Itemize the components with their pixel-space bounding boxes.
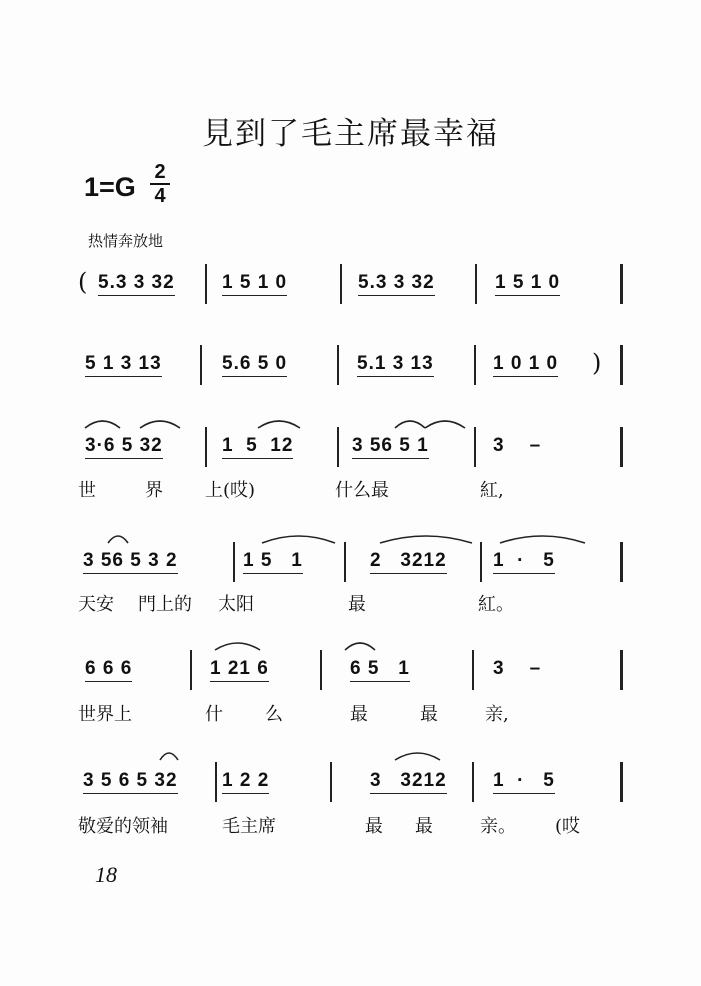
lyric: 毛主席	[222, 816, 276, 837]
page-number: 18	[95, 862, 117, 887]
measure-notes: 5 1 3 13	[85, 353, 162, 377]
slur	[160, 753, 178, 760]
lyric: 敬爱的领袖	[78, 816, 168, 837]
lyric: 上(哎)	[205, 480, 256, 501]
measure-notes: 3 3212	[370, 770, 447, 794]
slur	[395, 421, 425, 428]
lyric: 亲。	[480, 816, 516, 837]
measure-notes: 1 2 2	[222, 770, 269, 794]
lyric: (哎	[555, 816, 581, 837]
slur	[500, 536, 585, 543]
slur	[262, 536, 335, 543]
lyric: 亲,	[485, 704, 509, 725]
lyric: 紅,	[480, 480, 504, 501]
measure-notes: 3 56 5 1	[352, 435, 429, 459]
open-parenthesis: (	[78, 268, 88, 296]
slur	[345, 643, 375, 650]
lyric: 天安	[78, 594, 114, 615]
slur	[215, 643, 260, 650]
lyric: 太阳	[218, 594, 254, 615]
lyric: 么	[265, 704, 283, 725]
lyric: 最	[348, 594, 366, 615]
measure-notes: 1 5 1 0	[495, 272, 560, 296]
measure-notes: 5.1 3 13	[357, 353, 434, 377]
slur	[380, 536, 472, 543]
measure-notes: 1 21 6	[210, 658, 269, 682]
slur	[140, 421, 180, 428]
tempo-marking: 热情奔放地	[88, 232, 164, 250]
measure-notes: 3 5 6 5 32	[83, 770, 178, 794]
measure-notes: 1 · 5	[493, 550, 555, 574]
measure-notes: 1 5 1 0	[222, 272, 287, 296]
lyric: 什	[205, 704, 223, 725]
key-signature: 1=G	[84, 172, 136, 202]
lyric: 紅。	[478, 594, 514, 615]
measure-notes: 5.3 3 32	[98, 272, 175, 296]
lyric: 最	[415, 816, 433, 837]
lyric: 最	[350, 704, 368, 725]
measure-notes: 1 5 12	[222, 435, 293, 459]
slur	[108, 536, 128, 543]
lyric: 界	[145, 480, 163, 501]
slur	[425, 421, 465, 428]
slur	[258, 421, 300, 428]
slur	[395, 753, 440, 760]
measure-notes: 1 0 1 0	[493, 353, 558, 377]
lyric: 最	[420, 704, 438, 725]
measure-notes: 1 5 1	[243, 550, 303, 574]
measure-notes: 6 6 6	[85, 658, 132, 682]
lyric: 世界上	[78, 704, 132, 725]
close-parenthesis: )	[592, 349, 602, 377]
lyric: 世	[78, 480, 96, 501]
measure-notes: 5.6 5 0	[222, 353, 287, 377]
time-signature-top: 2	[154, 161, 166, 183]
measure-notes: 3·6 5 32	[85, 435, 163, 459]
lyric: 最	[365, 816, 383, 837]
lyric: 什么最	[335, 480, 389, 501]
measure-notes: 1 · 5	[493, 770, 555, 794]
time-signature-bottom: 4	[154, 185, 166, 207]
measure-notes: 3 –	[493, 658, 542, 679]
slur	[85, 421, 120, 428]
song-title: 見到了毛主席最幸福	[202, 116, 499, 152]
lyric: 門上的	[138, 594, 192, 615]
measure-notes: 3 56 5 3 2	[83, 550, 178, 574]
measure-notes: 3 –	[493, 435, 542, 456]
measure-notes: 2 3212	[370, 550, 447, 574]
measure-notes: 6 5 1	[350, 658, 410, 682]
measure-notes: 5.3 3 32	[358, 272, 435, 296]
